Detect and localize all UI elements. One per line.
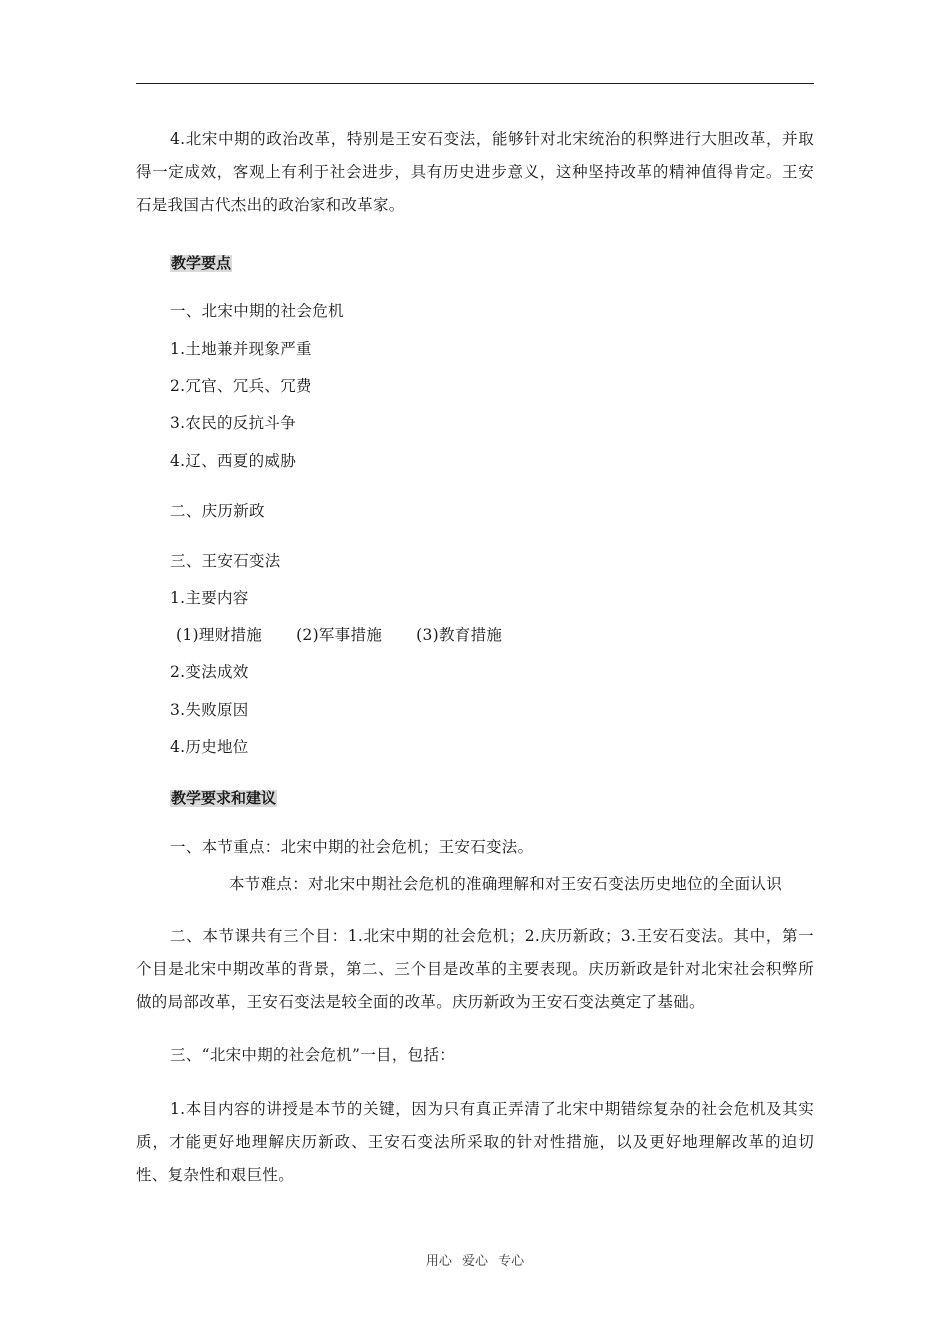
list-item: 三、王安石变法 [170, 552, 281, 570]
paragraph-crisis-title: 三、“北宋中期的社会危机”一目，包括： [170, 1046, 456, 1064]
sub-items-row [176, 627, 536, 644]
header-rule [136, 83, 814, 84]
list-item: 3.失败原因 [170, 701, 249, 719]
list-item: 2.变法成效 [170, 663, 249, 681]
list-item: 2.冗官、冗兵、冗费 [170, 377, 312, 395]
list-item: 4.辽、西夏的威胁 [170, 452, 296, 470]
list-item: 1.主要内容 [170, 589, 249, 607]
focus-text: 一、本节重点：北宋中期的社会危机；王安石变法。 [170, 838, 534, 856]
sub-item: (3)教育措施 [416, 626, 503, 644]
paragraph-4: 4.北宋中期的政治改革，特别是王安石变法，能够针对北宋统治的积弊进行大胆改革，并取得一定成效，客观上有利于社会进步，具有历史进步意义，这种坚持改革的精神值得肯定。王安石是我国古代杰出的政治家和改革家。 [136, 130, 814, 214]
sub-item: (2)军事措施 [296, 626, 383, 644]
page-footer: 用心 爱心 专心 [425, 1254, 525, 1269]
difficulty-text: 本节难点：对北宋中期社会危机的准确理解和对王安石变法历史地位的全面认识 [229, 875, 783, 893]
list-item: 一、北宋中期的社会危机 [170, 302, 344, 320]
sub-item: (1)理财措施 [176, 626, 263, 644]
list-item: 二、庆历新政 [170, 502, 265, 520]
list-item: 4.历史地位 [170, 738, 249, 756]
paragraph-crisis-1: 1.本目内容的讲授是本节的关键，因为只有真正弄清了北宋中期错综复杂的社会危机及其实质，才能更好地理解庆历新政、王安石变法所采取的针对性措施，以及更好地理解改革的迫切性、复杂性和艰巨性。 [136, 1100, 814, 1184]
heading-requirements: 教学要求和建议 [171, 789, 277, 807]
list-item: 1.土地兼并现象严重 [170, 340, 312, 358]
paragraph-structure: 二、本节课共有三个目：1.北宋中期的社会危机；2.庆历新政；3.王安石变法。其中，第一个目是北宋中期改革的背景，第二、三个目是改革的主要表现。庆历新政是针对北宋社会积弊所做的局部改革，王安石变法是较全面的改革。庆历新政为王安石变法奠定了基础。 [136, 927, 814, 1011]
heading-teaching-points: 教学要点 [171, 254, 232, 272]
list-item: 3.农民的反抗斗争 [170, 414, 296, 432]
